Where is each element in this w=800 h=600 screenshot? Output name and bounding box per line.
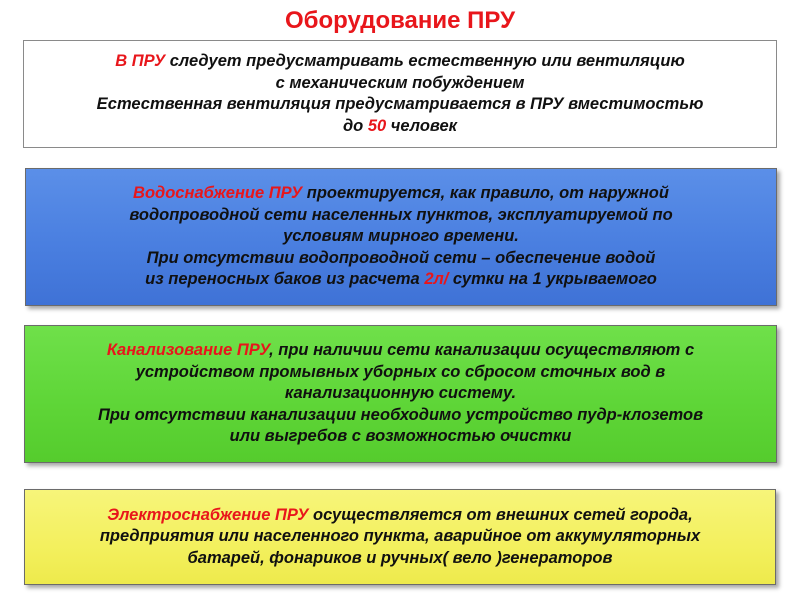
ventilation-line-3: Естественная вентиляция предусматривается в ПРУ вместимостью — [96, 95, 704, 113]
water-line-1-text: проектируется, как правило, от наружной — [302, 184, 669, 203]
sewer-line-2: устройством промывных уборных со сбросом сточных вод в — [135, 362, 666, 381]
sewer-line-1 — [107, 340, 694, 362]
water-supply-box — [25, 168, 777, 306]
power-line-1 — [107, 505, 692, 527]
water-line-3: условиям мирного времени. — [283, 227, 519, 246]
power-keyword: Электроснабжение ПРУ — [107, 505, 309, 524]
water-line-2: водопроводной сети населенных пунктов, эксплуатируемой по — [129, 205, 673, 224]
water-line-5-prefix: из переносных баков из расчета — [145, 270, 425, 289]
water-ration-value: 2л/ — [424, 270, 449, 289]
slide-title: Оборудование ПРУ — [284, 7, 516, 34]
power-line-3: батарей, фонариков и ручных( вело )генераторов — [187, 548, 613, 567]
power-supply-box — [24, 489, 776, 585]
ventilation-capacity-number: 50 — [367, 116, 387, 135]
sewer-line-1-text: , при наличии сети канализации осуществляют с — [269, 341, 695, 360]
ventilation-line-1 — [115, 51, 685, 73]
ventilation-line-4-prefix: до — [342, 116, 368, 135]
water-line-5 — [145, 269, 657, 291]
sewer-line-5: или выгребов с возможностью очистки — [229, 427, 572, 446]
power-line-2: предприятия или населенного пункта, аварийное от аккумуляторных — [99, 527, 701, 546]
water-line-4: При отсутствии водопроводной сети – обеспечение водой — [146, 248, 656, 267]
water-line-1 — [133, 183, 669, 205]
ventilation-line-1-text: следует предусматривать естественную или вентиляцию — [165, 52, 685, 70]
sewer-keyword: Канализование ПРУ — [106, 341, 270, 360]
sewer-line-4: При отсутствии канализации необходимо устройство пудр-клозетов — [97, 405, 704, 424]
power-line-1-text: осуществляется от внешних сетей города, — [308, 505, 693, 524]
water-line-5-suffix: сутки на 1 укрываемого — [448, 270, 657, 289]
ventilation-line-4 — [343, 116, 457, 138]
water-keyword: Водоснабжение ПРУ — [133, 184, 303, 203]
sewerage-box — [24, 325, 777, 463]
ventilation-keyword: В ПРУ — [115, 52, 166, 70]
ventilation-line-2: с механическим побуждением — [275, 73, 525, 92]
ventilation-box — [23, 40, 777, 148]
sewer-line-3: канализационную систему. — [284, 384, 517, 403]
ventilation-line-4-suffix: человек — [386, 116, 458, 135]
